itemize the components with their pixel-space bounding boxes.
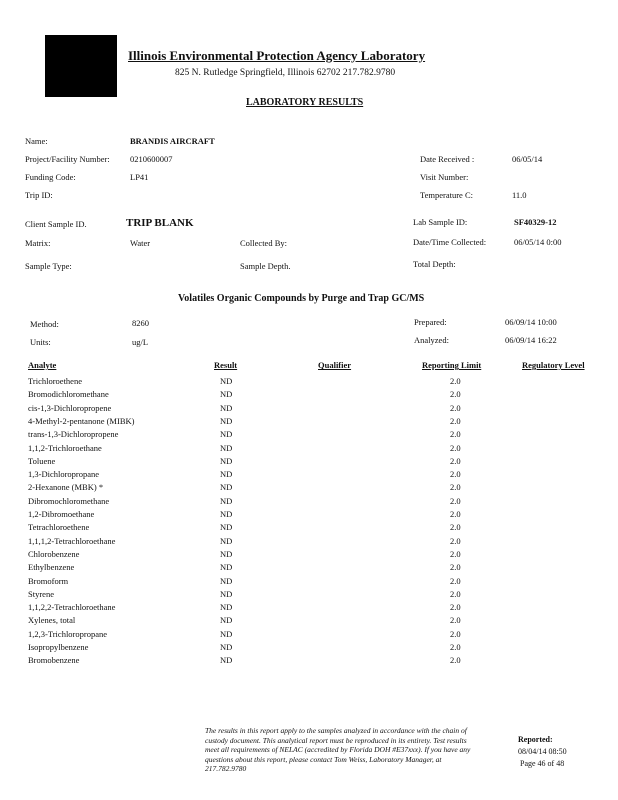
agency-address: 825 N. Rutledge Springfield, Illinois 62702 217.782.9780	[175, 68, 396, 78]
section-title: Volatiles Organic Compounds by Purge and Trap GC/MS	[178, 293, 425, 304]
reporting-limit-cell: 2.0	[450, 376, 461, 386]
date-received-value: 06/05/14	[512, 154, 543, 164]
header-analyte: Analyte	[28, 360, 57, 370]
analyte-cell: Tetrachloroethene	[28, 522, 90, 533]
reporting-limit-cell: 2.0	[450, 628, 461, 639]
prepared-label: Prepared:	[414, 317, 447, 327]
table-row	[28, 562, 588, 575]
method-value: 8260	[132, 318, 149, 328]
result-cell: ND	[220, 415, 233, 426]
date-collected-label: Date/Time Collected:	[413, 237, 487, 247]
report-title: LABORATORY RESULTS	[246, 97, 364, 108]
analyte-cell: 1,1,1,2-Tetrachloroethane	[28, 535, 116, 546]
result-cell: ND	[220, 376, 233, 386]
agency-title: Illinois Environmental Protection Agency Laboratory	[128, 48, 426, 63]
table-row	[28, 576, 588, 589]
reporting-limit-cell: 2.0	[450, 642, 461, 652]
table-row	[28, 655, 588, 668]
agency-logo	[45, 35, 117, 97]
lab-id-label: Lab Sample ID:	[413, 217, 468, 227]
date-collected-value: 06/05/14 0:00	[514, 237, 562, 247]
analyte-cell: Dibromochloromethane	[28, 495, 110, 506]
header-result: Result	[214, 360, 238, 370]
reporting-limit-cell: 2.0	[450, 455, 461, 466]
units-label: Units:	[30, 337, 51, 347]
reporting-limit-cell: 2.0	[450, 588, 461, 599]
table-row	[28, 522, 588, 535]
temp-value: 11.0	[512, 190, 527, 200]
table-row	[28, 536, 588, 549]
analyte-cell: Trichloroethene	[28, 376, 82, 386]
total-depth-label: Total Depth:	[413, 259, 456, 269]
reporting-limit-cell: 2.0	[450, 562, 461, 573]
funding-label: Funding Code:	[25, 172, 76, 182]
analyte-cell: 1,1,2,2-Tetrachloroethane	[28, 602, 116, 613]
trip-label: Trip ID:	[25, 190, 53, 200]
table-row	[28, 602, 588, 615]
analyte-cell: 1,2,3-Trichloropropane	[28, 628, 108, 639]
reporting-limit-cell: 2.0	[450, 509, 461, 519]
result-cell: ND	[220, 655, 233, 666]
result-cell: ND	[220, 642, 233, 652]
matrix-value: Water	[130, 238, 151, 248]
analyte-cell: Ethylbenzene	[28, 562, 75, 573]
table-row	[28, 549, 588, 562]
table-row	[28, 403, 588, 416]
result-cell: ND	[220, 602, 233, 613]
table-row	[28, 389, 588, 402]
disclaimer: The results in this report apply to the samples analyzed in accordance with the chain of custody document. This analytical report must be reproduced in its entirety. Test results meet all requirements of NELAC (accredited by Florida DOH #E37xxx). If you have any questions about this report, please contact Tom Weiss, Laboratory Manager, at 217.782.9780	[205, 726, 471, 773]
client-id-label: Client Sample ID.	[25, 219, 87, 229]
prepared-value: 06/09/14 10:00	[505, 317, 557, 327]
reporting-limit-cell: 2.0	[450, 615, 461, 626]
analyte-cell: Bromodichloromethane	[28, 389, 109, 400]
collected-by-label: Collected By:	[240, 238, 287, 248]
table-row	[28, 509, 588, 522]
result-cell: ND	[220, 482, 233, 493]
temp-label: Temperature C:	[420, 190, 473, 200]
table-row	[28, 589, 588, 602]
page-number: Page 46 of 48	[520, 759, 565, 768]
result-cell: ND	[220, 575, 233, 586]
analyte-cell: Isopropylbenzene	[28, 642, 89, 652]
analyzed-value: 06/09/14 16:22	[505, 335, 557, 345]
analyte-cell: Bromobenzene	[28, 655, 80, 666]
reporting-limit-cell: 2.0	[450, 548, 461, 559]
table-row	[28, 496, 588, 509]
result-cell: ND	[220, 455, 233, 466]
matrix-label: Matrix:	[25, 238, 51, 248]
result-cell: ND	[220, 562, 233, 573]
reporting-limit-cell: 2.0	[450, 469, 461, 480]
header-reporting-limit: Reporting Limit	[422, 360, 482, 370]
table-row	[28, 443, 588, 456]
table-row	[28, 469, 588, 482]
analyte-cell: 1,3-Dichloropropane	[28, 469, 100, 480]
result-cell: ND	[220, 402, 233, 413]
name-label: Name:	[25, 136, 48, 146]
result-cell: ND	[220, 522, 233, 533]
project-value: 0210600007	[130, 154, 173, 164]
reporting-limit-cell: 2.0	[450, 442, 461, 453]
analyte-cell: cis-1,3-Dichloropropene	[28, 402, 112, 413]
analyzed-label: Analyzed:	[414, 335, 449, 345]
name-value: BRANDIS AIRCRAFT	[130, 136, 215, 146]
client-id-value: TRIP BLANK	[126, 217, 194, 229]
reporting-limit-cell: 2.0	[450, 389, 461, 400]
funding-value: LP41	[130, 172, 149, 182]
method-label: Method:	[30, 319, 59, 329]
lab-id-value: SF40329-12	[514, 217, 557, 227]
table-row	[28, 629, 588, 642]
reported-value: 08/04/14 08:50	[518, 747, 567, 756]
table-row	[28, 615, 588, 628]
result-cell: ND	[220, 535, 233, 546]
reporting-limit-cell: 2.0	[450, 429, 461, 440]
reporting-limit-cell: 2.0	[450, 602, 461, 613]
reporting-limit-cell: 2.0	[450, 482, 461, 493]
analyte-cell: 1,1,2-Trichloroethane	[28, 442, 102, 453]
reporting-limit-cell: 2.0	[450, 522, 461, 533]
units-value: ug/L	[132, 337, 149, 347]
header-qualifier: Qualifier	[318, 360, 352, 370]
table-row	[28, 416, 588, 429]
table-row	[28, 376, 588, 389]
header-regulatory-level: Regulatory Level	[522, 360, 585, 370]
reported-label: Reported:	[518, 735, 553, 744]
analyte-cell: trans-1,3-Dichloropropene	[28, 429, 119, 440]
result-cell: ND	[220, 615, 233, 626]
reporting-limit-cell: 2.0	[450, 575, 461, 586]
reporting-limit-cell: 2.0	[450, 415, 461, 426]
result-cell: ND	[220, 548, 233, 559]
date-received-label: Date Received :	[420, 154, 475, 164]
result-cell: ND	[220, 469, 233, 480]
visit-label: Visit Number:	[420, 172, 469, 182]
reporting-limit-cell: 2.0	[450, 402, 461, 413]
analyte-cell: Bromoform	[28, 575, 69, 586]
table-row	[28, 642, 588, 655]
analyte-cell: 4-Methyl-2-pentanone (MIBK)	[28, 415, 135, 426]
result-cell: ND	[220, 509, 233, 519]
analyte-cell: Toluene	[28, 455, 56, 466]
result-cell: ND	[220, 588, 233, 599]
reporting-limit-cell: 2.0	[450, 495, 461, 506]
table-row	[28, 482, 588, 495]
result-cell: ND	[220, 442, 233, 453]
table-row	[28, 456, 588, 469]
analyte-cell: Xylenes, total	[28, 615, 76, 626]
analyte-cell: Chlorobenzene	[28, 548, 80, 559]
result-cell: ND	[220, 429, 233, 440]
analyte-cell: 2-Hexanone (MBK) *	[28, 482, 104, 493]
sample-type-label: Sample Type:	[25, 261, 72, 271]
reporting-limit-cell: 2.0	[450, 535, 461, 546]
analyte-cell: Styrene	[28, 588, 54, 599]
analyte-cell: 1,2-Dibromoethane	[28, 509, 95, 519]
reporting-limit-cell: 2.0	[450, 655, 461, 666]
project-label: Project/Facility Number:	[25, 154, 110, 164]
sample-depth-label: Sample Depth.	[240, 261, 291, 271]
table-row	[28, 429, 588, 442]
result-cell: ND	[220, 628, 233, 639]
result-cell: ND	[220, 495, 233, 506]
result-cell: ND	[220, 389, 233, 400]
